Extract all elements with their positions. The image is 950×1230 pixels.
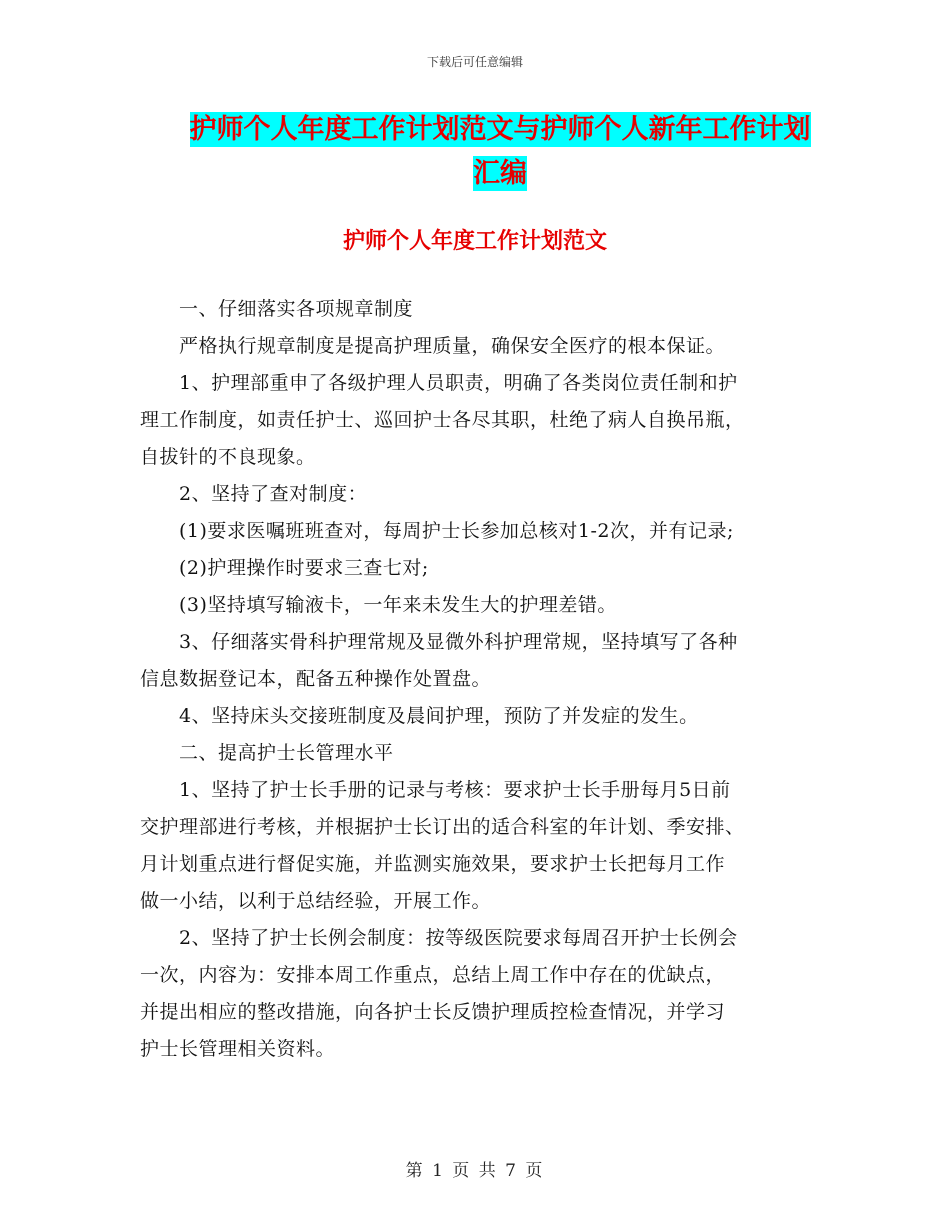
body-line: 理工作制度，如责任护士、巡回护士各尽其职，杜绝了病人自换吊瓶， <box>140 409 745 431</box>
document-title-line-1: 护师个人年度工作计划范文与护师个人新年工作计划 <box>189 114 811 145</box>
document-title-line-2: 汇编 <box>473 158 527 189</box>
body-line: (3)坚持填写输液卡，一年来未发生大的护理差错。 <box>140 594 617 616</box>
body-line: 一次，内容为：安排本周工作重点，总结上周工作中存在的优缺点， <box>140 964 726 986</box>
body-line: 月计划重点进行督促实施，并监测实施效果，要求护士长把每月工作 <box>140 853 726 875</box>
body-line: 1、护理部重申了各级护理人员职责，明确了各类岗位责任制和护 <box>140 372 738 394</box>
body-line: 自拔针的不良现象。 <box>140 446 316 468</box>
body-line: 1、坚持了护士长手册的记录与考核：要求护士长手册每月5日前 <box>140 779 731 801</box>
body-line: 4、坚持床头交接班制度及晨间护理，预防了并发症的发生。 <box>140 705 699 727</box>
body-line: 护士长管理相关资料。 <box>140 1038 336 1060</box>
body-line: 2、坚持了查对制度： <box>140 483 368 505</box>
body-line: 二、提高护士长管理水平 <box>140 742 394 764</box>
body-line: 严格执行规章制度是提高护理质量，确保安全医疗的根本保证。 <box>140 335 726 357</box>
body-line: 一、仔细落实各项规章制度 <box>140 298 414 320</box>
body-line: (2)护理操作时要求三查七对; <box>140 557 429 579</box>
body-line: 交护理部进行考核，并根据护士长订出的适合科室的年计划、季安排、 <box>140 816 745 838</box>
page-number: 第 1 页 共 7 页 <box>405 1161 545 1181</box>
body-line: 做一小结，以利于总结经验，开展工作。 <box>140 890 492 912</box>
body-line: 并提出相应的整改措施，向各护士长反馈护理质控检查情况，并学习 <box>140 1001 726 1023</box>
header-note: 下载后可任意编辑 <box>426 55 523 69</box>
body-line: 2、坚持了护士长例会制度：按等级医院要求每周召开护士长例会 <box>140 927 738 949</box>
section-title: 护师个人年度工作计划范文 <box>342 229 607 254</box>
body-line: (1)要求医嘱班班查对，每周护士长参加总核对1-2次，并有记录; <box>140 520 734 542</box>
body-line: 信息数据登记本，配备五种操作处置盘。 <box>140 668 492 690</box>
body-line: 3、仔细落实骨科护理常规及显微外科护理常规，坚持填写了各种 <box>140 631 738 653</box>
